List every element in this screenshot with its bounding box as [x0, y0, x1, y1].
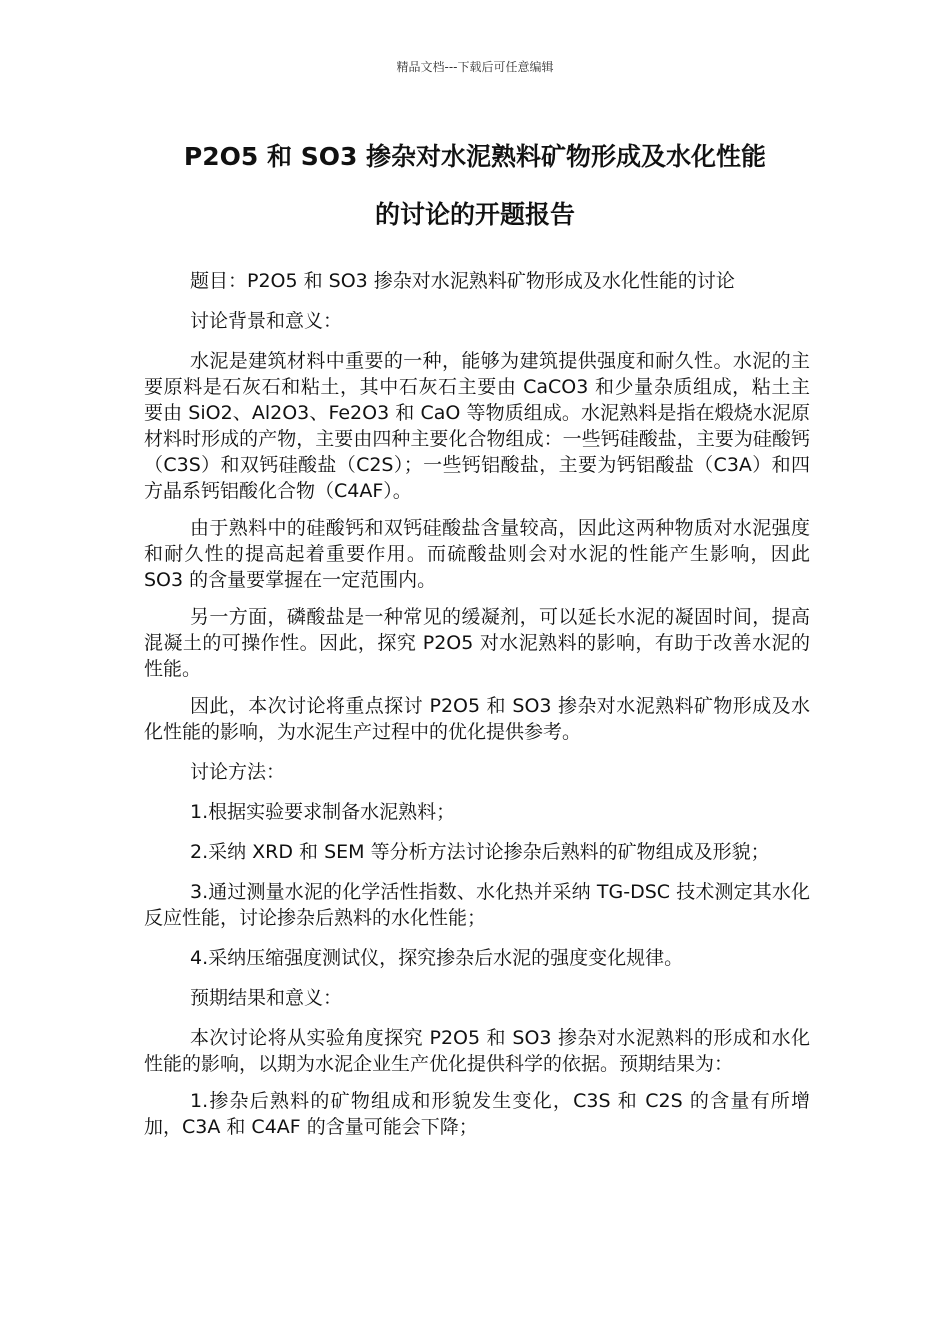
- result-item: 1.掺杂后熟料的矿物组成和形貌发生变化，C3S 和 C2S 的含量有所增加，C3A 和 C4AF 的含量可能会下降；: [144, 1090, 810, 1138]
- body-paragraph: 另一方面，磷酸盐是一种常见的缓凝剂，可以延长水泥的凝固时间，提高混凝土的可操作性。因此，探究 P2O5 对水泥熟料的影响，有助于改善水泥的性能。: [144, 606, 810, 680]
- method-item: 3.通过测量水泥的化学活性指数、水化热并采纳 TG-DSC 技术测定其水化反应性能，讨论掺杂后熟料的水化性能；: [144, 881, 810, 929]
- title-line-1: P2O5 和 SO3 掺杂对水泥熟料矿物形成及水化性能: [183, 142, 767, 171]
- section-heading-background: 讨论背景和意义：: [190, 310, 343, 332]
- section-heading-expected: 预期结果和意义：: [190, 987, 343, 1009]
- topic-line: 题目：P2O5 和 SO3 掺杂对水泥熟料矿物形成及水化性能的讨论: [190, 270, 735, 292]
- method-item: 2.采纳 XRD 和 SEM 等分析方法讨论掺杂后熟料的矿物组成及形貌；: [190, 841, 770, 863]
- body-paragraph: 因此，本次讨论将重点探讨 P2O5 和 SO3 掺杂对水泥熟料矿物形成及水化性能的影响，为水泥生产过程中的优化提供参考。: [144, 695, 810, 743]
- body-paragraph: 水泥是建筑材料中重要的一种，能够为建筑提供强度和耐久性。水泥的主要原料是石灰石和粘土，其中石灰石主要由 CaCO3 和少量杂质组成，粘土主要由 SiO2、Al2O3、Fe2O3 和 CaO 等物质组成。水泥熟料是指在煅烧水泥原材料时形成的产物，主要由四种主要化合物组成：一些钙硅酸盐，主要为硅酸钙（C3S）和双钙硅酸盐（C2S）；一些钙铝酸盐，主要为钙铝酸盐（C3A）和四方晶系钙铝酸化合物（C4AF）。: [144, 350, 810, 502]
- document-title: [120, 128, 830, 244]
- body-paragraph: 本次讨论将从实验角度探究 P2O5 和 SO3 掺杂对水泥熟料的形成和水化性能的影响，以期为水泥企业生产优化提供科学的依据。预期结果为：: [144, 1027, 810, 1075]
- method-item: 1.根据实验要求制备水泥熟料；: [190, 801, 456, 823]
- method-item: 4.采纳压缩强度测试仪，探究掺杂后水泥的强度变化规律。: [190, 947, 684, 969]
- header-note: 精品文档---下载后可任意编辑: [396, 60, 554, 74]
- section-heading-methods: 讨论方法：: [190, 761, 286, 783]
- body-paragraph: 由于熟料中的硅酸钙和双钙硅酸盐含量较高，因此这两种物质对水泥强度和耐久性的提高起着重要作用。而硫酸盐则会对水泥的性能产生影响，因此 SO3 的含量要掌握在一定范围内。: [144, 517, 810, 591]
- document-body: [144, 268, 810, 1151]
- title-line-2: 的讨论的开题报告: [374, 200, 575, 229]
